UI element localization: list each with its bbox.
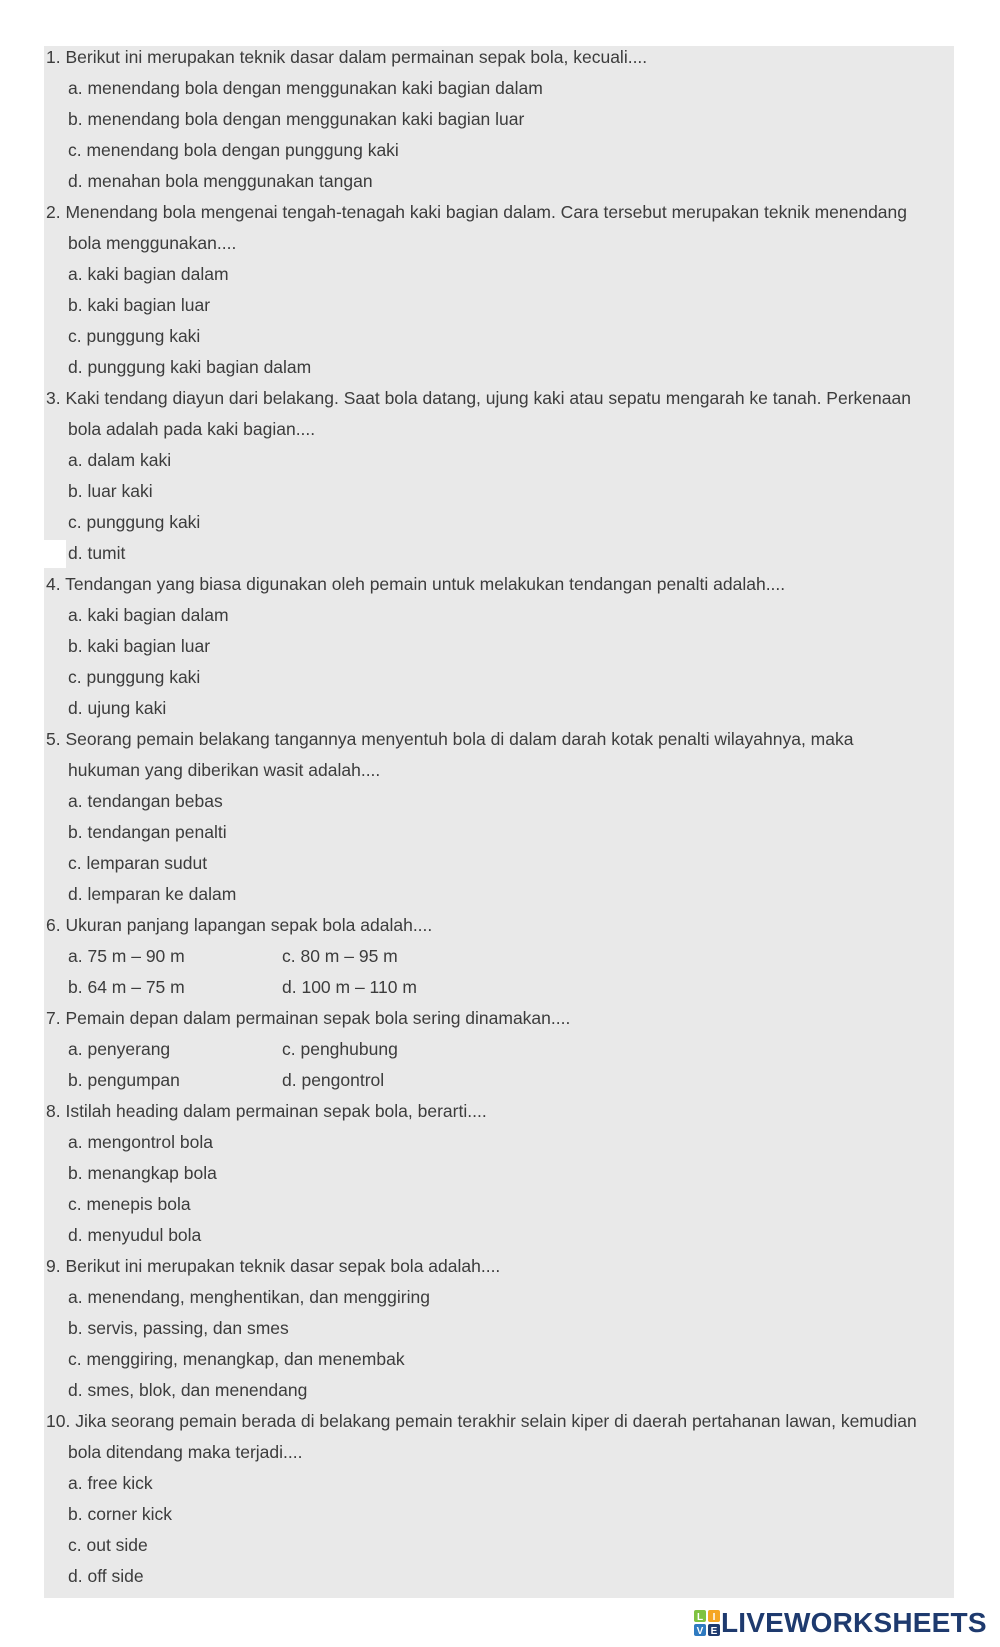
- question-1-option-d: d. menahan bola menggunakan tangan: [68, 171, 373, 191]
- logo-letter-v: V: [696, 1626, 704, 1636]
- question-7-option-row: [46, 1034, 946, 1065]
- liveworksheets-logo: [694, 1608, 987, 1638]
- question-10-text: 10. Jika seorang pemain berada di belakang pemain terakhir selain kiper di daerah pertahanan lawan, kemudian: [46, 1411, 917, 1431]
- question-2-option-d: d. punggung kaki bagian dalam: [68, 357, 312, 377]
- question-5-text-cont: hukuman yang diberikan wasit adalah....: [68, 760, 381, 780]
- question-4-text: 4. Tendangan yang biasa digunakan oleh pemain untuk melakukan tendangan penalti adalah....: [46, 574, 786, 594]
- question-4-option-d: d. ujung kaki: [68, 698, 167, 718]
- question-6-option-d: d. 100 m – 110 m: [282, 977, 417, 997]
- question-3-option-c: c. punggung kaki: [68, 512, 201, 532]
- question-8-option-b: b. menangkap bola: [68, 1163, 217, 1183]
- question-5-option-c: c. lemparan sudut: [68, 853, 208, 873]
- question-list: [46, 42, 946, 1592]
- question-10-option-b: b. corner kick: [68, 1504, 173, 1524]
- question-2-option-c: c. punggung kaki: [68, 326, 201, 346]
- question-10-option-d: d. off side: [68, 1566, 144, 1586]
- question-10-option-a: a. free kick: [68, 1473, 153, 1493]
- question-2-option-a: a. kaki bagian dalam: [68, 264, 229, 284]
- question-7-option-b: b. pengumpan: [68, 1070, 180, 1090]
- liveworksheets-logo-text: LIVEWORKSHEETS: [721, 1607, 987, 1638]
- question-2-option-b: b. kaki bagian luar: [68, 295, 211, 315]
- question-9-option-c: c. menggiring, menangkap, dan menembak: [68, 1349, 405, 1369]
- question-9-option-b: b. servis, passing, dan smes: [68, 1318, 289, 1338]
- liveworksheets-logo-icon: [694, 1610, 720, 1636]
- question-1-option-a: a. menendang bola dengan menggunakan kaki bagian dalam: [68, 78, 543, 98]
- question-5-option-b: b. tendangan penalti: [68, 822, 227, 842]
- question-1-option-c: c. menendang bola dengan punggung kaki: [68, 140, 399, 160]
- question-4-option-c: c. punggung kaki: [68, 667, 201, 687]
- question-1-option-b: b. menendang bola dengan menggunakan kaki bagian luar: [68, 109, 525, 129]
- question-7-option-row: [46, 1065, 946, 1096]
- question-5-text: 5. Seorang pemain belakang tangannya menyentuh bola di dalam darah kotak penalti wilayahnya, maka: [46, 729, 854, 749]
- question-3-option-a: a. dalam kaki: [68, 450, 172, 470]
- question-9-text: 9. Berikut ini merupakan teknik dasar sepak bola adalah....: [46, 1256, 501, 1276]
- question-7-option-a: a. penyerang: [68, 1039, 171, 1059]
- question-6-option-b: b. 64 m – 75 m: [68, 977, 185, 997]
- question-5-option-a: a. tendangan bebas: [68, 791, 223, 811]
- question-6-option-a: a. 75 m – 90 m: [68, 946, 185, 966]
- question-8-option-a: a. mengontrol bola: [68, 1132, 213, 1152]
- question-1-text: 1. Berikut ini merupakan teknik dasar dalam permainan sepak bola, kecuali....: [46, 47, 648, 67]
- question-6-option-row: [46, 972, 946, 1003]
- question-3-text-cont: bola adalah pada kaki bagian....: [68, 419, 316, 439]
- question-3-option-d: d. tumit: [68, 543, 126, 563]
- question-7-option-c: c. penghubung: [282, 1039, 398, 1059]
- question-6-text: 6. Ukuran panjang lapangan sepak bola adalah....: [46, 915, 433, 935]
- question-9-option-a: a. menendang, menghentikan, dan menggiring: [68, 1287, 430, 1307]
- question-2-text: 2. Menendang bola mengenai tengah-tenagah kaki bagian dalam. Cara tersebut merupakan teknik menendang: [46, 202, 908, 222]
- question-2-text-cont: bola menggunakan....: [68, 233, 237, 253]
- question-9-option-d: d. smes, blok, dan menendang: [68, 1380, 308, 1400]
- question-10-option-c: c. out side: [68, 1535, 148, 1555]
- question-4-option-a: a. kaki bagian dalam: [68, 605, 229, 625]
- question-4-option-b: b. kaki bagian luar: [68, 636, 211, 656]
- logo-letter-e: E: [710, 1626, 718, 1636]
- logo-letter-l: L: [696, 1612, 704, 1623]
- question-8-option-d: d. menyudul bola: [68, 1225, 202, 1245]
- question-3-option-b: b. luar kaki: [68, 481, 153, 501]
- question-8-option-c: c. menepis bola: [68, 1194, 191, 1214]
- logo-letter-i: I: [712, 1612, 716, 1623]
- question-7-text: 7. Pemain depan dalam permainan sepak bola sering dinamakan....: [46, 1008, 571, 1028]
- question-6-option-row: [46, 941, 946, 972]
- question-3-text: 3. Kaki tendang diayun dari belakang. Saat bola datang, ujung kaki atau sepatu mengarah ke tanah. Perkenaan: [46, 388, 911, 408]
- question-5-option-d: d. lemparan ke dalam: [68, 884, 237, 904]
- question-10-text-cont: bola ditendang maka terjadi....: [68, 1442, 303, 1462]
- question-7-option-d: d. pengontrol: [282, 1070, 385, 1090]
- question-6-option-c: c. 80 m – 95 m: [282, 946, 398, 966]
- question-8-text: 8. Istilah heading dalam permainan sepak bola, berarti....: [46, 1101, 487, 1121]
